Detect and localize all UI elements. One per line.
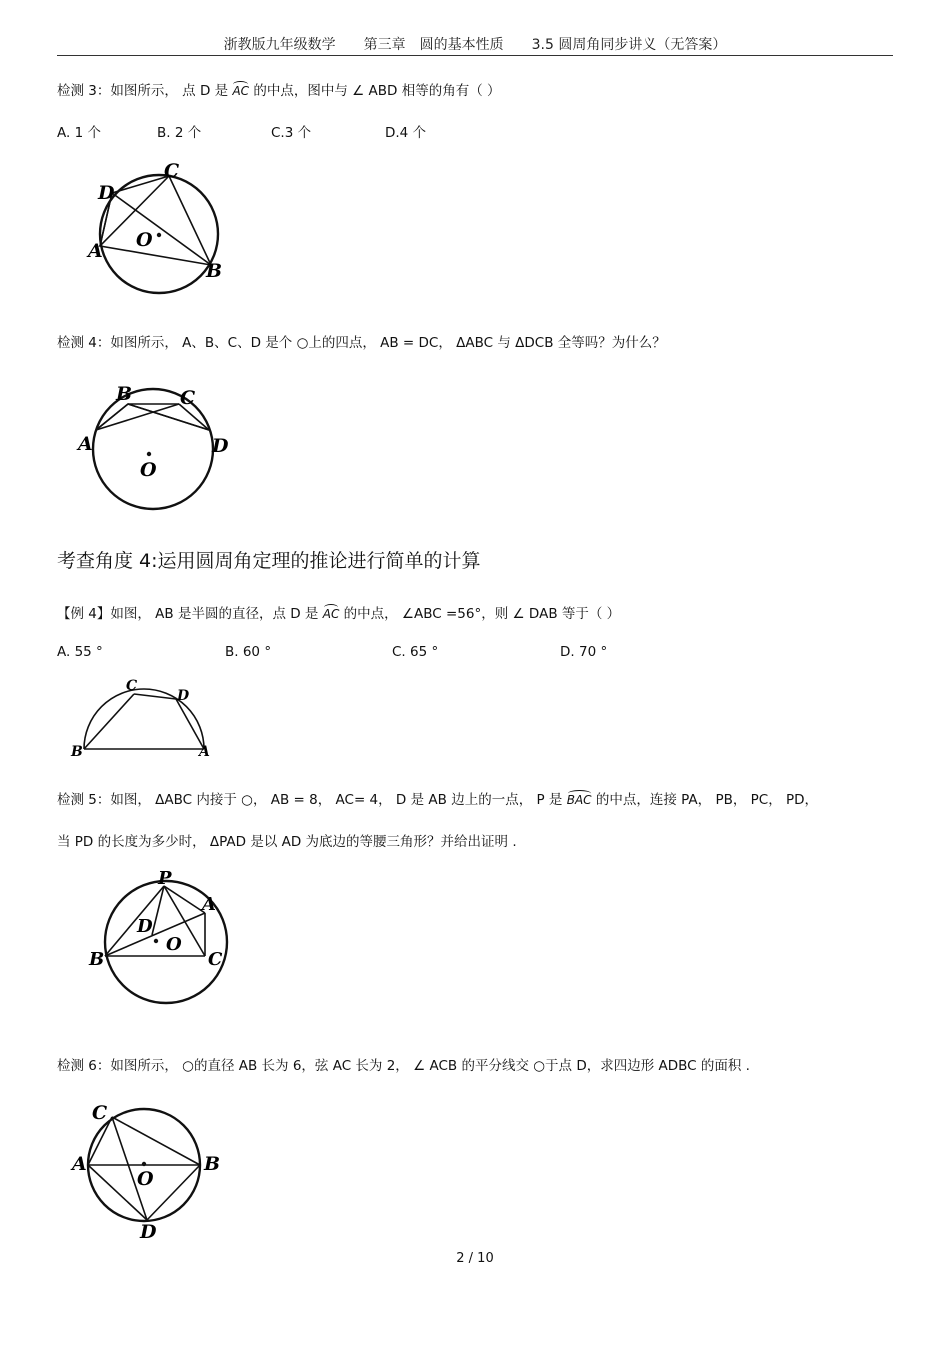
label-a: A bbox=[202, 894, 216, 915]
label-o: O bbox=[136, 229, 153, 251]
label-o: O bbox=[140, 459, 157, 481]
question-5-suffix: 的中点，连接 PA， PB， PC， PD， bbox=[595, 792, 819, 808]
page-header: 浙教版九年级数学 第三章 圆的基本性质 3.5 圆周角同步讲义（无答案） bbox=[223, 37, 727, 53]
question-4: 检测 4：如图所示， A、B、C、D 是个 ○上的四点， AB = DC， ΔABC 与 ΔDCB 全等吗？为什么？ bbox=[57, 335, 666, 351]
question-4-figure bbox=[70, 378, 250, 518]
question-6-figure bbox=[68, 1096, 238, 1246]
question-3-suffix: 的中点，图中与 ∠ ABD 相等的角有（ ） bbox=[253, 83, 501, 99]
label-c: C bbox=[126, 678, 138, 694]
example-4-figure bbox=[64, 674, 224, 764]
center-dot bbox=[154, 939, 158, 943]
question-3-option-a: A. 1 个 bbox=[57, 125, 101, 141]
center-dot bbox=[157, 233, 161, 237]
question-3 bbox=[57, 79, 501, 99]
label-a: A bbox=[199, 744, 210, 760]
label-b: B bbox=[89, 949, 105, 970]
label-d: D bbox=[177, 688, 190, 704]
example-4-option-b: B. 60 ° bbox=[225, 644, 272, 660]
arc-ac-label: AC bbox=[232, 84, 250, 98]
example-4-option-a: A. 55 ° bbox=[57, 644, 103, 660]
label-d: D bbox=[140, 1221, 157, 1243]
label-o: O bbox=[137, 1168, 154, 1190]
label-c: C bbox=[92, 1102, 108, 1124]
section-heading: 考查角度 4:运用圆周角定理的推论进行简单的计算 bbox=[57, 550, 481, 572]
page-number: 2 / 10 bbox=[456, 1251, 494, 1266]
center-dot bbox=[147, 452, 151, 456]
label-a: A bbox=[88, 240, 103, 262]
label-c: C bbox=[208, 949, 223, 970]
label-b: B bbox=[71, 744, 83, 760]
question-3-figure bbox=[60, 155, 240, 315]
chords bbox=[100, 176, 211, 265]
label-a: A bbox=[72, 1153, 87, 1175]
center-dot bbox=[142, 1162, 146, 1166]
question-5-prefix: 检测 5：如图， ΔABC 内接于 ○， AB = 8， AC= 4， D 是 AB 边上的一点， P 是 bbox=[57, 792, 563, 808]
example-4-option-d: D. 70 ° bbox=[560, 644, 608, 660]
example-4-prefix: 【例 4】如图， AB 是半圆的直径，点 D 是 bbox=[57, 606, 319, 622]
label-o: O bbox=[166, 934, 182, 955]
label-d: D bbox=[98, 182, 115, 204]
label-p: P bbox=[158, 868, 172, 889]
question-5-figure bbox=[84, 864, 254, 1009]
question-3-option-b: B. 2 个 bbox=[157, 125, 202, 141]
example-4 bbox=[57, 602, 620, 622]
question-3-prefix: 检测 3：如图所示， 点 D 是 bbox=[57, 83, 229, 99]
label-c: C bbox=[164, 160, 180, 182]
label-b: B bbox=[206, 260, 223, 282]
label-d: D bbox=[137, 916, 153, 937]
question-5-line-1 bbox=[57, 788, 818, 808]
question-6: 检测 6：如图所示， ○的直径 AB 长为 6，弦 AC 长为 2， ∠ ACB 的平分线交 ○于点 D，求四边形 ADBC 的面积 . bbox=[57, 1058, 750, 1074]
label-c: C bbox=[180, 387, 196, 409]
label-a: A bbox=[78, 433, 93, 455]
label-b: B bbox=[116, 383, 133, 405]
arc-ac-label: AC bbox=[322, 607, 340, 621]
header-rule bbox=[57, 55, 893, 56]
question-5-line-2: 当 PD 的长度为多少时， ΔPAD 是以 AD 为底边的等腰三角形？并给出证明 . bbox=[57, 834, 517, 850]
example-4-option-c: C. 65 ° bbox=[392, 644, 439, 660]
label-b: B bbox=[204, 1153, 221, 1175]
arc-bac-label: BAC bbox=[566, 793, 592, 807]
example-4-suffix: 的中点， ∠ABC =56°，则 ∠ DAB 等于（ ） bbox=[343, 606, 621, 622]
label-d: D bbox=[212, 435, 229, 457]
question-3-option-c: C.3 个 bbox=[271, 125, 312, 141]
question-3-option-d: D.4 个 bbox=[385, 125, 427, 141]
